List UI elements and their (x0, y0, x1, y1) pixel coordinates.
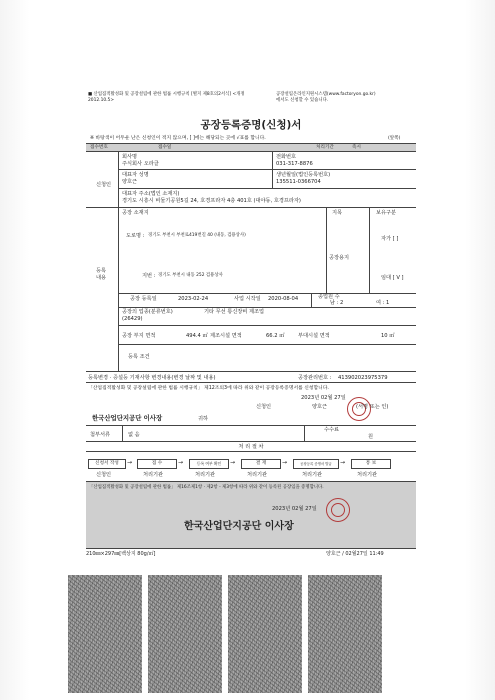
lot-label: 지번 : (142, 273, 156, 279)
industry-code: (26429) (122, 316, 143, 322)
process-step-issue: 공장등록 증명서 발급 (293, 459, 339, 469)
certification-issuer: 한국산업단지공단 이사장 (184, 521, 294, 532)
paper-spec: 210㎜×297㎜[백상지 80g/㎡] (86, 551, 156, 557)
workers-female: 여 : 1 (376, 300, 390, 306)
sign-label: (서명 또는 인) (356, 404, 389, 410)
scan-noise-strip (228, 575, 302, 693)
arrow-icon: → (230, 459, 236, 466)
scan-noise-strip (308, 575, 382, 693)
ownership-label: 보유구분 (376, 210, 397, 216)
mgmt-no: 413902023975379 (338, 375, 388, 381)
receipt-date-label: 접수일 (158, 145, 172, 150)
registration-label-2: 내용 (96, 275, 107, 281)
own-type: 자가 [ ] (381, 236, 399, 242)
start-date-label: 사업 시작일 (234, 296, 261, 302)
law-date: 2012.10.5> (88, 98, 115, 103)
birth-value: 135511-0366704 (276, 179, 321, 185)
process-actor-applicant: 신청인 (96, 472, 112, 478)
law-reference: ■ 산업집적활성화 및 공장설립에 관한 법률 시행규칙 [별지 제8호의2서식] <개정 (88, 92, 245, 97)
changes-label: 등록변경 · 증설등 기재사항 변경내용(변경 날짜 및 내용) (88, 375, 216, 381)
declaration-date: 2023년 02월 27일 (301, 395, 346, 401)
arrow-icon: → (178, 459, 184, 466)
declaration-applicant-label: 신청인 (256, 404, 272, 410)
applicant-section-label: 신청인 (96, 182, 112, 188)
addr-value: 경기도 시흥시 비둘기공원5길 24, 호경프라자 4층 401호 (대야동, 호경프라자) (122, 198, 301, 204)
mfg-area-label: 제조시설 면적 (210, 333, 242, 339)
road-address: 경기도 부천시 부천로419번길 40 (내동, 검용상사) (148, 233, 246, 238)
condition-label: 등록 조건 (128, 354, 150, 360)
workers-male: 남 : 2 (330, 300, 344, 306)
fee-unit: 원 (368, 434, 374, 440)
portal-line-2: 에서도 신청할 수 있습니다. (276, 98, 329, 103)
rent-type: 임대 [ V ] (381, 275, 404, 281)
scan-noise-strip (148, 575, 222, 693)
reg-date-label: 공장 등록일 (130, 296, 157, 302)
declaration-recipient-suffix: 귀하 (198, 416, 209, 422)
process-actor-agency: 처리기관 (302, 472, 323, 478)
factory-registration-certificate (86, 88, 416, 566)
process-step-receive: 접 수 (137, 459, 177, 469)
process-actor-agency: 처리기관 (357, 472, 378, 478)
declaration-recipient: 한국산업단지공단 이사장 (92, 414, 163, 422)
attach-label: 첨부서류 (90, 432, 111, 438)
fee-label: 수수료 (324, 427, 340, 433)
road-label: 도로명 : (126, 233, 145, 239)
document-title: 공장등록증명(신청)서 (200, 119, 302, 131)
workers-label: 종업원 수 (318, 294, 340, 300)
start-date: 2020-08-04 (268, 296, 299, 302)
rep-name: 양호근 (122, 179, 138, 185)
print-stamp-info: 양호근 / 02월27일 11:49 (326, 551, 384, 557)
mgmt-no-label: 공장관리번호 : (298, 375, 332, 381)
mfg-area-value: 66.2 ㎡ (266, 333, 285, 339)
rep-label: 대표자 성명 (122, 172, 149, 178)
birth-label: 생년월일(법인등록번호) (276, 172, 331, 178)
aux-area-label: 부대시설 면적 (298, 333, 330, 339)
process-actor-agency: 처리기관 (247, 472, 268, 478)
receipt-no-label: 접수번호 (90, 145, 108, 150)
certification-date: 2023년 02월 27일 (272, 506, 317, 512)
process-step-check: 등록 여부 확인 (189, 459, 229, 469)
site-area-label: 공장 부지 면적 (122, 333, 156, 339)
arrow-icon: → (340, 459, 346, 466)
industry-value: 기타 무선 통신장비 제조업 (204, 309, 265, 315)
instructions: ※ 바탕색이 어두운 난은 신청인이 적지 않으며, [ ]에는 해당되는 곳에 √표를 합니다. (90, 136, 266, 141)
process-step-write: 신청서 작성 (88, 459, 126, 469)
location-label: 공장 소재지 (122, 210, 149, 216)
arrow-icon: → (282, 459, 288, 466)
declaration-applicant-name: 양호근 (312, 404, 328, 410)
land-category-label: 지목 (332, 210, 343, 216)
period-label: 처리기간 (316, 145, 334, 150)
period-value: 즉시 (352, 145, 361, 150)
registration-label-1: 등록 (96, 268, 107, 274)
site-area-value: 494.4 ㎡ (186, 333, 208, 339)
page-side: (앞쪽) (388, 136, 401, 141)
declaration-text: 「산업집적활성화 및 공장설립에 관한 법률 시행규칙」 제12조의3에 따라 위와 같이 공장등록증명서를 신청합니다. (88, 386, 329, 391)
process-actor-agency: 처리기관 (195, 472, 216, 478)
attach-value: 없 음 (128, 432, 140, 438)
process-step-approve: 결 재 (241, 459, 281, 469)
reg-date: 2023-02-24 (178, 296, 209, 302)
receipt-row (86, 144, 416, 151)
process-title: 처 리 절 차 (238, 444, 264, 450)
certification-box (86, 481, 416, 548)
land-status: 공장용지 (329, 255, 350, 261)
agency-seal-stamp (326, 498, 350, 522)
phone-label: 전화번호 (276, 154, 297, 160)
arrow-icon: → (127, 459, 133, 466)
company-label: 회사명 (122, 154, 138, 160)
industry-label: 공장의 업종(분류번호) (122, 309, 173, 315)
portal-line-1: 공장설립온라인지원시스템(www.factoryon.go.kr) (276, 92, 376, 97)
addr-label: 대표자 주소(법인 소재지) (122, 191, 180, 197)
process-step-notify: 통 보 (351, 459, 391, 469)
phone-value: 031-317-8876 (276, 161, 313, 167)
scan-noise-strip (68, 575, 142, 693)
lot-address: 경기도 부천시 내동 252 검용상사 (158, 273, 223, 278)
certification-text: 「산업집적활성화 및 공장설립에 관한 법률」 제16조제1항 · 제2항 - 제3항에 따라 위와 같이 등록된 공장임을 증명합니다. (89, 485, 324, 490)
aux-area-value: 10 ㎡ (381, 333, 395, 339)
company-name: 주식회사 오라클 (122, 161, 159, 167)
process-actor-agency: 처리기관 (143, 472, 164, 478)
